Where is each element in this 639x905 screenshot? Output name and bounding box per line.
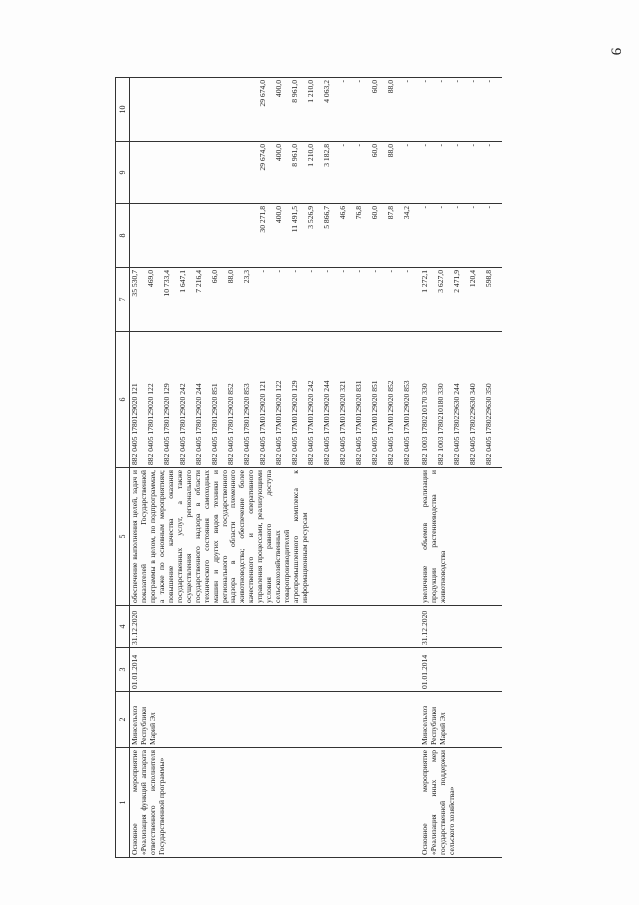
amount-col10 xyxy=(195,80,211,139)
amount-col8: 60,0 xyxy=(370,206,379,220)
budget-code: 882 0405 17М0129020 122 xyxy=(274,380,283,465)
amount-col10 xyxy=(163,80,179,139)
amount-col8: - xyxy=(468,206,477,209)
budget-code: 882 0405 17М0129020 242 xyxy=(306,380,315,465)
amount-col9 xyxy=(147,144,163,201)
amount-col9: - xyxy=(420,144,429,147)
budget-code: 882 0405 1780229630 244 xyxy=(452,383,461,465)
budget-code: 882 0405 17М0129020 831 xyxy=(354,380,363,465)
amount-col7: - xyxy=(354,270,363,273)
amount-col10: 400,0 xyxy=(274,80,283,98)
amount-col8: 30 271,8 xyxy=(258,206,267,233)
budget-code: 882 0405 1780129020 242 xyxy=(178,383,187,465)
amount-col9 xyxy=(243,144,259,201)
amount-col10: - xyxy=(354,80,363,83)
amount-col9: - xyxy=(484,144,493,147)
end-date: 31.12.2020 xyxy=(130,606,421,648)
budget-code: 882 0405 1780229630 350 xyxy=(484,383,493,465)
header-col-7: 7 xyxy=(116,268,130,332)
header-col-9: 9 xyxy=(116,142,130,204)
responsible-executor: Минсельхоз Республики Марий Эл xyxy=(130,692,421,748)
amount-col9 xyxy=(195,144,211,201)
header-col-8: 8 xyxy=(116,204,130,268)
amount-col10: - xyxy=(338,80,347,83)
amount-col10: 1 210,0 xyxy=(306,80,315,103)
amount-col7-cell xyxy=(420,268,502,332)
amount-col9: - xyxy=(354,144,363,147)
amount-col8 xyxy=(179,206,195,265)
table-row xyxy=(420,78,502,858)
budget-code: 882 0405 17М0129020 853 xyxy=(402,380,411,465)
amount-col10-cell xyxy=(420,78,502,142)
amount-col9: - xyxy=(436,144,445,147)
amount-col10: - xyxy=(484,80,493,83)
rotated-table-container xyxy=(115,78,625,858)
amount-col9: 88,0 xyxy=(386,144,395,158)
measure-name: Основное мероприятие «Реализация иных мер государственной поддержки сельского хозяйства» xyxy=(420,748,502,858)
amount-col10: 29 674,0 xyxy=(258,80,267,107)
page-number: 9 xyxy=(607,47,624,56)
amount-col7: - xyxy=(338,270,347,273)
amount-col10: 4 063,2 xyxy=(322,80,331,103)
amount-col8: 34,2 xyxy=(402,206,411,220)
amount-col9-cell xyxy=(130,142,421,204)
header-col-4: 4 xyxy=(116,606,130,648)
amount-col7: 10 733,4 xyxy=(162,270,171,297)
amount-col8: - xyxy=(484,206,493,209)
amount-col7: 35 530,7 xyxy=(130,270,139,297)
amount-col7: - xyxy=(274,270,283,273)
amount-col9: - xyxy=(338,144,347,147)
amount-col9 xyxy=(227,144,243,201)
amount-col7: - xyxy=(258,270,267,273)
amount-col7: - xyxy=(290,270,299,273)
budget-code: 882 0405 17М0129020 244 xyxy=(322,380,331,465)
measure-name: Основное мероприятие «Реализация функций аппарата ответственного исполнителя Государственной программы» xyxy=(130,748,421,858)
budget-code: 882 1003 1780210170 330 xyxy=(420,383,429,465)
expected-result: обеспечение выполнения целей, задач и показателей Государственной программы в целом, по подпрограммам, а также по основным мероприятиям; повышение качества оказания государственных услуг, а также осуществления регионального государственного надзора в области технического состояния самоходных машин и других видов техники и регионального государственного надзора в области племенного животноводства; обеспечение более качественного и оперативного управления процессами, реализующими условия равного доступа сельскохозяйственных товаропроизводителей агропромышленного комплекса к информационным ресурсам xyxy=(130,468,421,606)
expected-result: увеличение объемов реализации продукции растениеводства и животноводства xyxy=(420,468,502,606)
amount-col7: 120,4 xyxy=(468,270,477,288)
budget-code: 882 0405 1780129020 852 xyxy=(226,383,235,465)
start-date: 01.01.2014 xyxy=(130,648,421,692)
amount-col8: 76,8 xyxy=(354,206,363,220)
amount-col8 xyxy=(227,206,243,265)
amount-col8 xyxy=(243,206,259,265)
amount-col10-cell xyxy=(130,78,421,142)
budget-code: 882 0405 1780129020 244 xyxy=(194,383,203,465)
amount-col7-cell xyxy=(130,268,421,332)
amount-col9: 60,0 xyxy=(370,144,379,158)
amount-col8: - xyxy=(452,206,461,209)
amount-col8: 400,0 xyxy=(274,206,283,224)
amount-col7: 88,0 xyxy=(226,270,235,284)
amount-col8: - xyxy=(436,206,445,209)
amount-col10: 8 961,0 xyxy=(290,80,299,103)
header-col-10: 10 xyxy=(116,78,130,142)
budget-code-cell xyxy=(130,332,421,468)
amount-col8-cell xyxy=(420,204,502,268)
amount-col7: 469,0 xyxy=(146,270,155,288)
budget-code: 882 0405 1780129020 121 xyxy=(130,383,139,465)
header-col-2: 2 xyxy=(116,692,130,748)
amount-col10: - xyxy=(402,80,411,83)
amount-col7: 1 647,1 xyxy=(178,270,187,293)
header-col-6: 6 xyxy=(116,332,130,468)
amount-col10 xyxy=(243,80,259,139)
amount-col8 xyxy=(211,206,227,265)
amount-col9 xyxy=(211,144,227,201)
amount-col10: 60,0 xyxy=(370,80,379,94)
start-date: 01.01.2014 xyxy=(420,648,502,692)
amount-col7: 7 216,4 xyxy=(194,270,203,293)
header-col-3: 3 xyxy=(116,648,130,692)
amount-col10: 88,0 xyxy=(386,80,395,94)
budget-code: 882 1003 1780210180 330 xyxy=(436,383,445,465)
responsible-executor: Минсельхоз Республики Марий Эл xyxy=(420,692,502,748)
amount-col9-cell xyxy=(420,142,502,204)
budget-code: 882 0405 1780129020 129 xyxy=(162,383,171,465)
budget-code-cell xyxy=(420,332,502,468)
budget-code: 882 0405 1780129020 853 xyxy=(242,383,251,465)
budget-code: 882 0405 17М0129020 121 xyxy=(258,380,267,465)
budget-code: 882 0405 17М0129020 129 xyxy=(290,380,299,465)
budget-code: 882 0405 17М0129020 852 xyxy=(386,380,395,465)
amount-col9 xyxy=(131,144,147,201)
amount-col7: 1 272,1 xyxy=(420,270,429,293)
amount-col8: 46,6 xyxy=(338,206,347,220)
header-col-1: 1 xyxy=(116,748,130,858)
amount-col8 xyxy=(163,206,179,265)
amount-col8 xyxy=(195,206,211,265)
amount-col9: - xyxy=(468,144,477,147)
header-col-5: 5 xyxy=(116,468,130,606)
budget-code: 882 0405 1780229630 340 xyxy=(468,383,477,465)
amount-col10 xyxy=(179,80,195,139)
amount-col10 xyxy=(147,80,163,139)
amount-col8 xyxy=(131,206,147,265)
amount-col8: 5 866,7 xyxy=(322,206,331,229)
amount-col7: - xyxy=(322,270,331,273)
header-row xyxy=(116,78,130,858)
amount-col8: 87,8 xyxy=(386,206,395,220)
amount-col9: 29 674,0 xyxy=(258,144,267,171)
table-row xyxy=(130,78,421,858)
amount-col10: - xyxy=(452,80,461,83)
amount-col10 xyxy=(227,80,243,139)
amount-col9 xyxy=(179,144,195,201)
amount-col8: 11 491,5 xyxy=(290,206,299,233)
budget-code: 882 0405 17М0129020 321 xyxy=(338,380,347,465)
amount-col7: - xyxy=(306,270,315,273)
amount-col8 xyxy=(147,206,163,265)
amount-col10: - xyxy=(468,80,477,83)
amount-col8: - xyxy=(420,206,429,209)
amount-col9: 400,0 xyxy=(274,144,283,162)
amount-col7: - xyxy=(386,270,395,273)
end-date: 31.12.2020 xyxy=(420,606,502,648)
amount-col10: - xyxy=(436,80,445,83)
amount-col9: 8 961,0 xyxy=(290,144,299,167)
budget-code: 882 0405 1780129020 851 xyxy=(210,383,219,465)
amount-col7: 23,3 xyxy=(242,270,251,284)
amount-col9 xyxy=(163,144,179,201)
amount-col10 xyxy=(211,80,227,139)
amount-col9: - xyxy=(402,144,411,147)
measures-table xyxy=(115,77,502,858)
amount-col9: 1 210,0 xyxy=(306,144,315,167)
budget-code: 882 0405 17М0129020 851 xyxy=(370,380,379,465)
amount-col7: - xyxy=(402,270,411,273)
amount-col7: 598,8 xyxy=(484,270,493,288)
amount-col8: 3 526,9 xyxy=(306,206,315,229)
amount-col9: - xyxy=(452,144,461,147)
amount-col7: 3 627,0 xyxy=(436,270,445,293)
amount-col7: 2 471,9 xyxy=(452,270,461,293)
amount-col7: 66,0 xyxy=(210,270,219,284)
table-body xyxy=(130,78,503,858)
amount-col10: - xyxy=(420,80,429,83)
amount-col7: - xyxy=(370,270,379,273)
budget-code: 882 0405 1780129020 122 xyxy=(146,383,155,465)
amount-col10 xyxy=(131,80,147,139)
amount-col9: 3 182,8 xyxy=(322,144,331,167)
amount-col8-cell xyxy=(130,204,421,268)
